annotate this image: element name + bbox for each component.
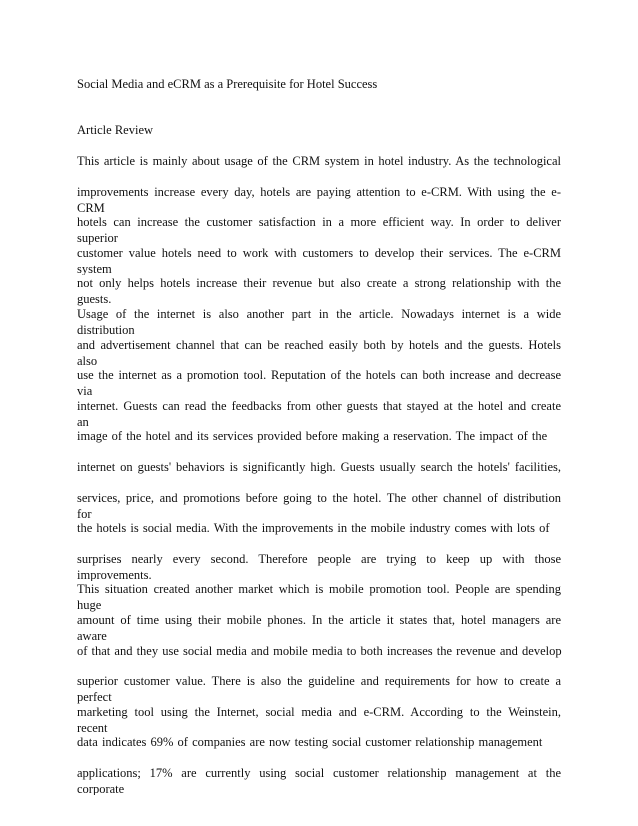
text-line: the hotels is social media. With the improvements in the mobile industry comes with lots of <box>77 521 550 536</box>
text-line: This situation created another market which is mobile promotion tool. People are spending huge <box>77 582 561 612</box>
text-line: This article is mainly about usage of the CRM system in hotel industry. As the technological <box>77 154 561 168</box>
text-line: superior customer value. There is also the guideline and requirements for how to create a perfect <box>77 674 561 704</box>
text-line: amount of time using their mobile phones. In the article it states that, hotel managers are aware <box>77 612 561 643</box>
text-line: use the internet as a promotion tool. Reputation of the hotels can both increase and decrease via <box>77 368 561 398</box>
text-line: applications; 17% are currently using social customer relationship management at the corporate <box>77 765 561 796</box>
text-line: Usage of the internet is also another part in the article. Nowadays internet is a wide distribution <box>77 306 561 337</box>
text-line: internet on guests' behaviors is significantly high. Guests usually search the hotels' facilities, <box>77 459 561 474</box>
text-line: customer value hotels need to work with customers to develop their services. The e-CRM system <box>77 245 561 276</box>
text-line: of that and they use social media and mobile media to both increases the revenue and develop <box>77 643 562 658</box>
text-line: internet. Guests can read the feedbacks from other guests that stayed at the hotel and create an <box>77 398 561 429</box>
body-paragraph <box>77 153 561 795</box>
text-line: data indicates 69% of companies are now testing social customer relationship management <box>77 735 543 750</box>
text-line: not only helps hotels increase their revenue but also create a strong relationship with the guests. <box>77 276 561 306</box>
text-line: image of the hotel and its services provided before making a reservation. The impact of the <box>77 429 548 444</box>
text-line: and advertisement channel that can be reached easily both by hotels and the guests. Hotels also <box>77 337 561 368</box>
text-line: hotels can increase the customer satisfaction in a more efficient way. In order to deliver superior <box>77 215 561 245</box>
section-heading: Article Review <box>77 123 154 137</box>
text-line: surprises nearly every second. Therefore people are trying to keep up with those improvements. <box>77 551 561 582</box>
text-line: improvements increase every day, hotels are paying attention to e-CRM. With using the e-CRM <box>77 184 561 215</box>
document-title: Social Media and eCRM as a Prerequisite for Hotel Success <box>77 77 378 91</box>
text-line: services, price, and promotions before going to the hotel. The other channel of distribution for <box>77 490 561 521</box>
text-line: marketing tool using the Internet, social media and e-CRM. According to the Weinstein, recent <box>77 704 561 735</box>
